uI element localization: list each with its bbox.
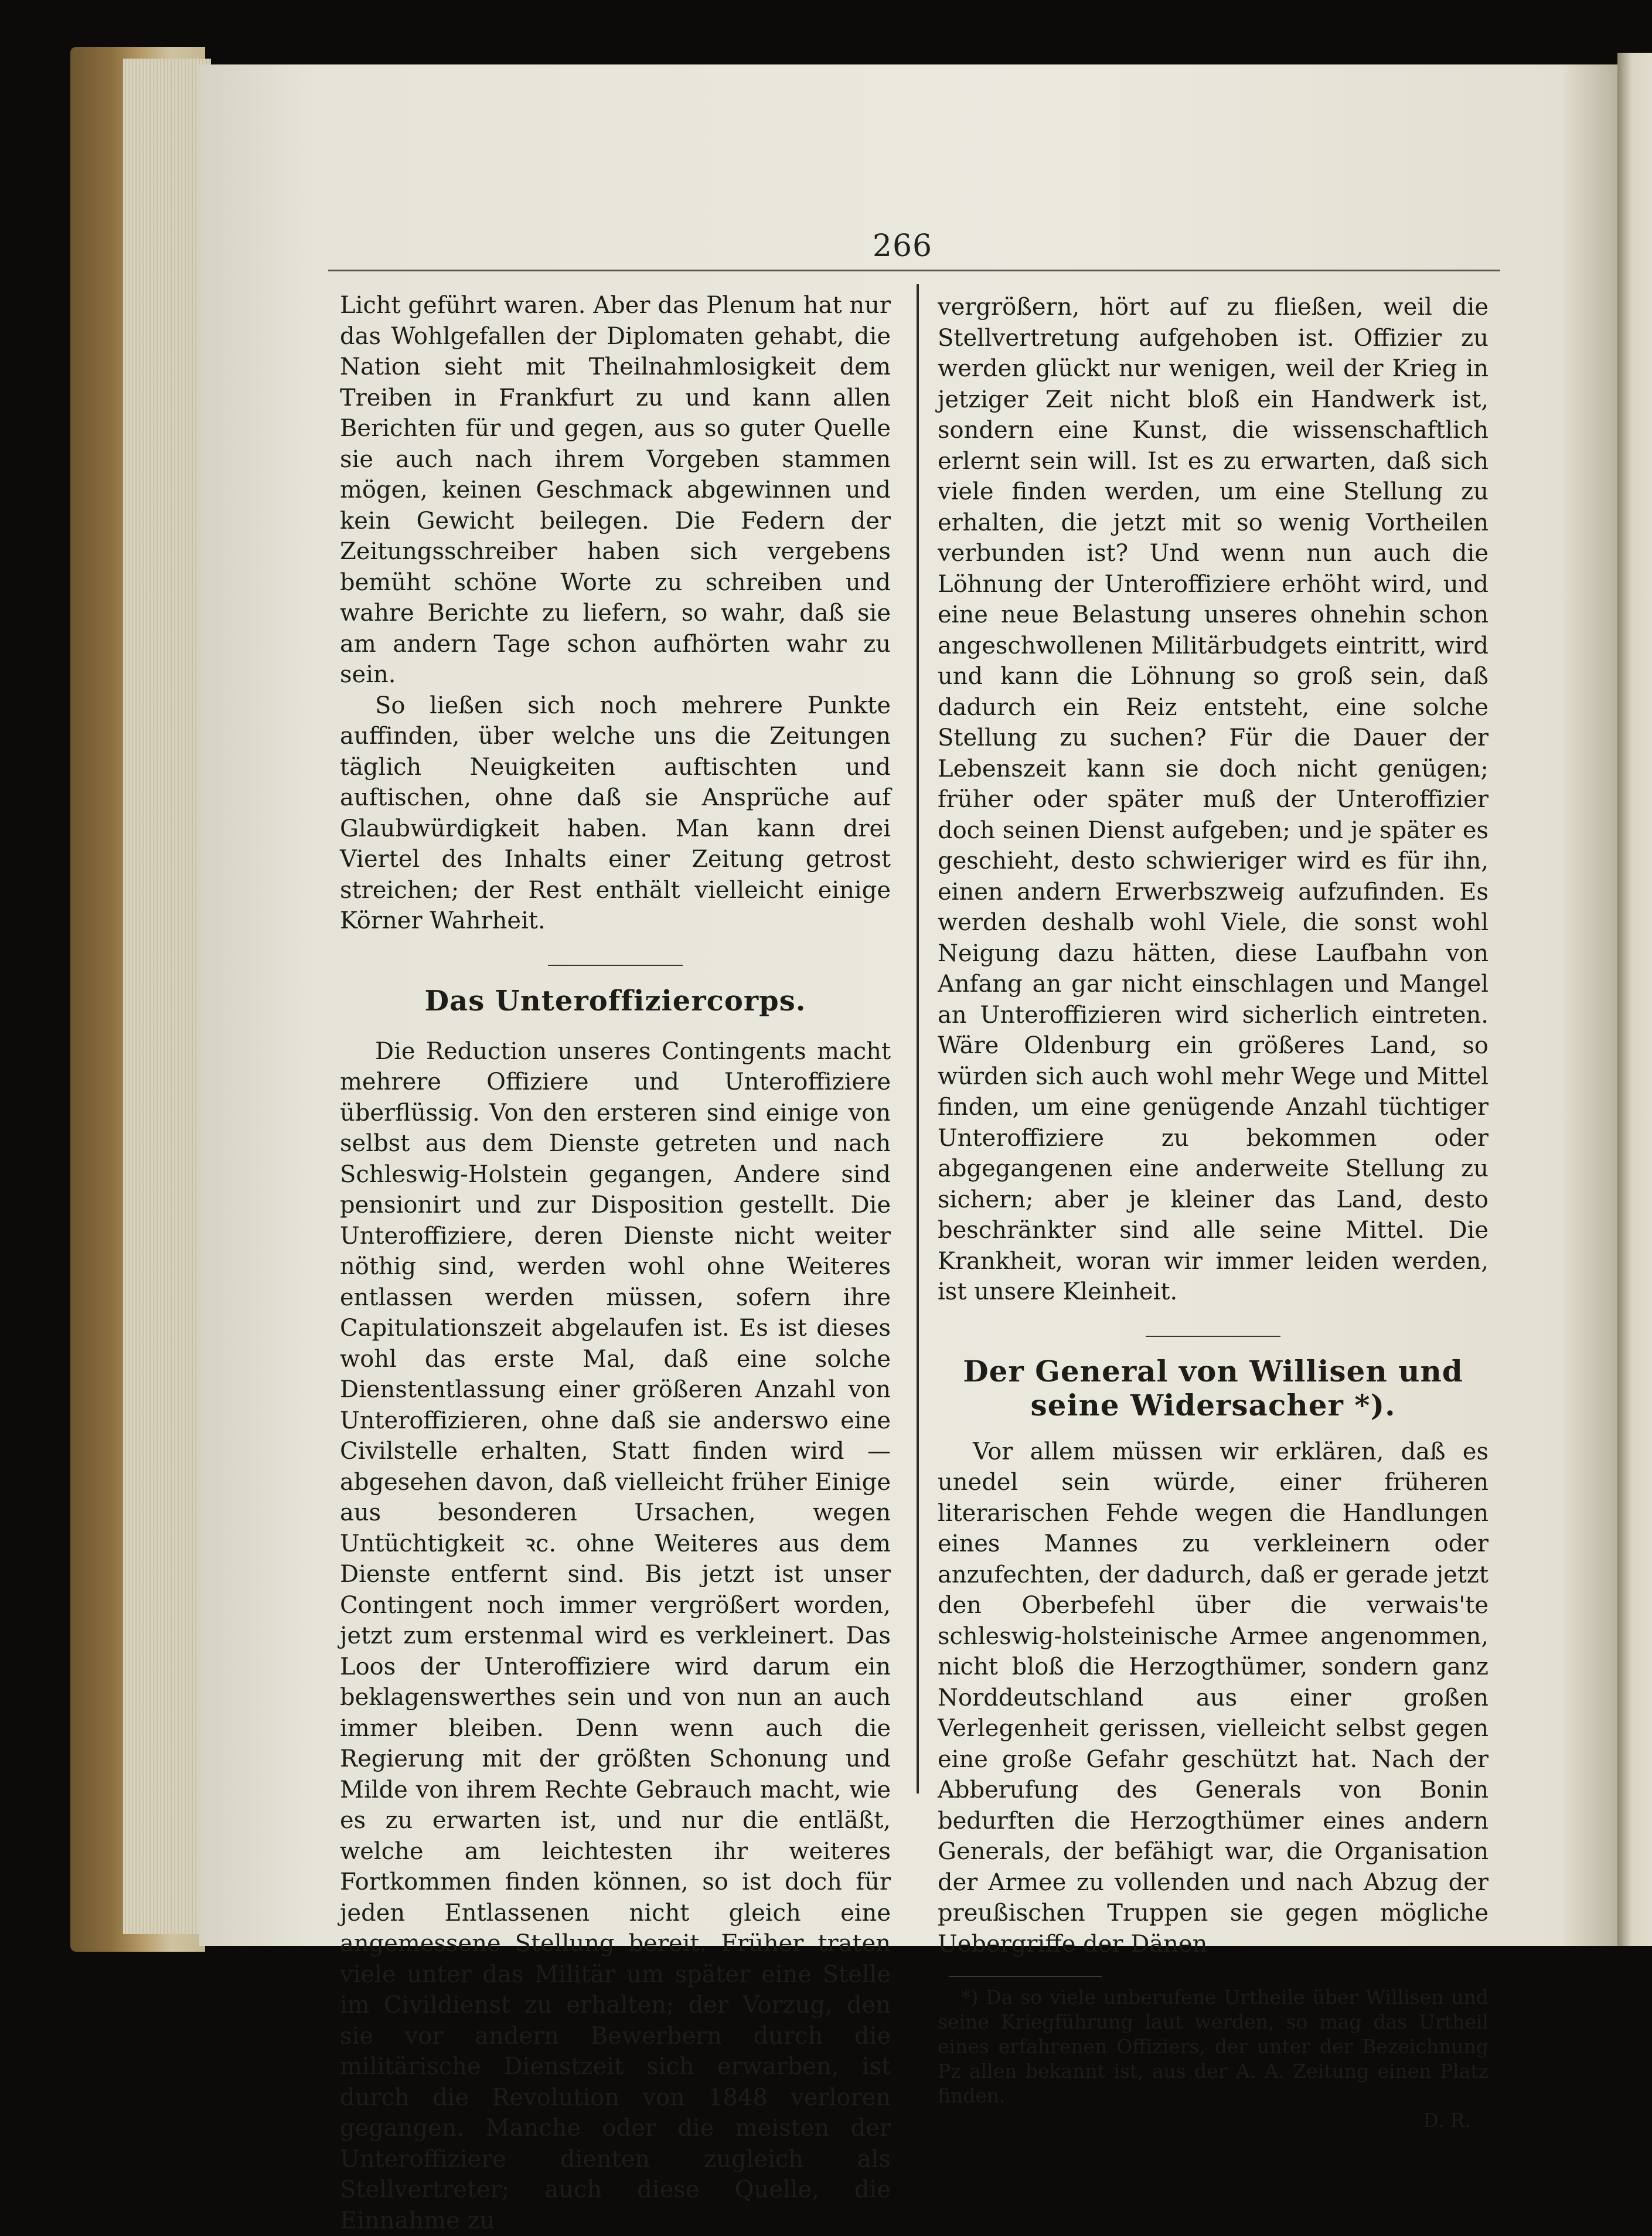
left-column — [340, 290, 891, 2236]
header-rule — [328, 270, 1500, 271]
section-title: Das Unteroffiziercorps. — [340, 983, 891, 1019]
section-title: Der General von Willisen und seine Widersacher *). — [938, 1354, 1488, 1422]
paragraph: Die Reduction unseres Contingents macht mehrere Offiziere und Unteroffiziere überflüssig. Von den ersteren sind einige von selbst aus dem Dienste getreten und nach Schleswig-Holstein gegangen, Andere sind pensionirt und zur Disposition gestellt. Die Unteroffiziere, deren Dienste nicht weiter nöthig sind, werden wohl ohne Weiteres entlassen werden müssen, sofern ihre Capitulationszeit abgelaufen ist. Es ist dieses wohl das erste Mal, daß eine solche Dienstentlassung einer größeren Anzahl von Unteroffizieren, ohne daß sie anderswo eine Civilstelle erhalten, Statt finden wird — abgesehen davon, daß vielleicht früher Einige aus besonderen Ursachen, wegen Untüchtigkeit ꝛc. ohne Weiteres aus dem Dienste entfernt sind. Bis jetzt ist unser Contingent noch immer vergrößert worden, jetzt zum erstenmal wird es verkleinert. Das Loos der Unteroffiziere wird darum ein beklagenswerthes sein und von nun an auch immer bleiben. Denn wenn auch die Regierung mit der größten Schonung und Milde von ihrem Rechte Gebrauch macht, wie es zu erwarten ist, und nur die entläßt, welche am leichtesten ihr weiteres Fortkommen finden können, so ist doch für jeden Entlassenen nicht gleich eine angemessene Stellung bereit. Früher traten viele unter das Militär um später eine Stelle im Civildienst zu erhalten; der Vorzug, den sie vor andern Bewerbern durch die militärische Dienstzeit sich erwarben, ist durch die Revolution von 1848 verloren gegangen. Manche oder die meisten der Unteroffiziere dienten zugleich als Stellvertreter; auch diese Quelle, die Einnahme zu — [340, 1036, 891, 2236]
page-number: 266 — [844, 229, 961, 264]
column-divider — [917, 284, 919, 1793]
footnote: *) Da so viele unberufene Urtheile über Willisen und seine Kriegführung laut werden, so mag das Urtheil eines erfahrenen Offiziers, der unter der Bezeichnung Pz allen bekannt ist, aus der A. A. Zeitung einen Platz finden. — [938, 1985, 1488, 2108]
footnote-signature: D. R. — [938, 2108, 1488, 2133]
section-separator — [548, 965, 683, 966]
footnote-separator — [949, 1976, 1102, 1977]
paragraph: Licht geführt waren. Aber das Plenum hat nur das Wohlgefallen der Diplomaten gehabt, die Nation sieht mit Theilnahmlosigkeit dem Treiben in Frankfurt zu und kann allen Berichten für und gegen, aus so guter Quelle sie auch nach ihrem Vorgeben stammen mögen, keinen Geschmack abgewinnen und kein Gewicht beilegen. Die Federn der Zeitungsschreiber haben sich vergebens bemüht schöne Worte zu schreiben und wahre Berichte zu liefern, so wahr, daß sie am andern Tage schon aufhörten wahr zu sein. — [340, 290, 891, 690]
page-stack — [123, 59, 211, 1934]
right-column — [938, 292, 1488, 2133]
section-separator — [1146, 1336, 1280, 1337]
paragraph: vergrößern, hört auf zu fließen, weil die Stellvertretung aufgehoben ist. Offizier zu werden glückt nur wenigen, weil der Krieg in jetziger Zeit nicht bloß ein Handwerk ist, sondern eine Kunst, die wissenschaftlich erlernt sein will. Ist es zu erwarten, daß sich viele finden werden, um eine Stellung zu erhalten, die jetzt mit so wenig Vortheilen verbunden ist? Und wenn nun auch die Löhnung der Unteroffiziere erhöht wird, und eine neue Belastung unseres ohnehin schon angeschwollenen Militärbudgets eintritt, wird und kann die Löhnung so groß sein, daß dadurch ein Reiz entsteht, eine solche Stellung zu suchen? Für die Dauer der Lebenszeit kann sie doch nicht genügen; früher oder später muß der Unteroffizier doch seinen Dienst aufgeben; und je später es geschieht, desto schwieriger wird es für ihn, einen andern Erwerbszweig aufzufinden. Es werden deshalb wohl Viele, die sonst wohl Neigung dazu hätten, diese Laufbahn von Anfang an gar nicht einschlagen und Mangel an Unteroffizieren wird sicherlich eintreten. Wäre Oldenburg ein größeres Land, so würden sich auch wohl mehr Wege und Mittel finden, um eine genügende Anzahl tüchtiger Unteroffiziere zu bekommen oder abgegangenen eine anderweite Stellung zu sichern; aber je kleiner das Land, desto beschränkter sind alle seine Mittel. Die Krankheit, woran wir immer leiden werden, ist unsere Kleinheit. — [938, 292, 1488, 1308]
facing-page-edge — [1617, 53, 1652, 1946]
paragraph: Vor allem müssen wir erklären, daß es unedel sein würde, einer früheren literarischen Fehde wegen die Handlungen eines Mannes zu verkleinern oder anzufechten, der dadurch, daß er gerade jetzt den Oberbefehl über die verwais'te schleswig-holsteinische Armee angenommen, nicht bloß die Herzogthümer, sondern ganz Norddeutschland aus einer großen Verlegenheit gerissen, vielleicht selbst gegen eine große Gefahr geschützt hat. Nach der Abberufung des Generals von Bonin bedurften die Herzogthümer eines andern Generals, der befähigt war, die Organisation der Armee zu vollenden und nach Abzug der preußischen Truppen sie gegen mögliche Uebergriffe der Dänen — [938, 1437, 1488, 1960]
paragraph: So ließen sich noch mehrere Punkte auffinden, über welche uns die Zeitungen täglich Neuigkeiten auftischten und auftischen, ohne daß sie Ansprüche auf Glaubwürdigkeit haben. Man kann drei Viertel des Inhalts einer Zeitung getrost streichen; der Rest enthält vielleicht einige Körner Wahrheit. — [340, 690, 891, 937]
